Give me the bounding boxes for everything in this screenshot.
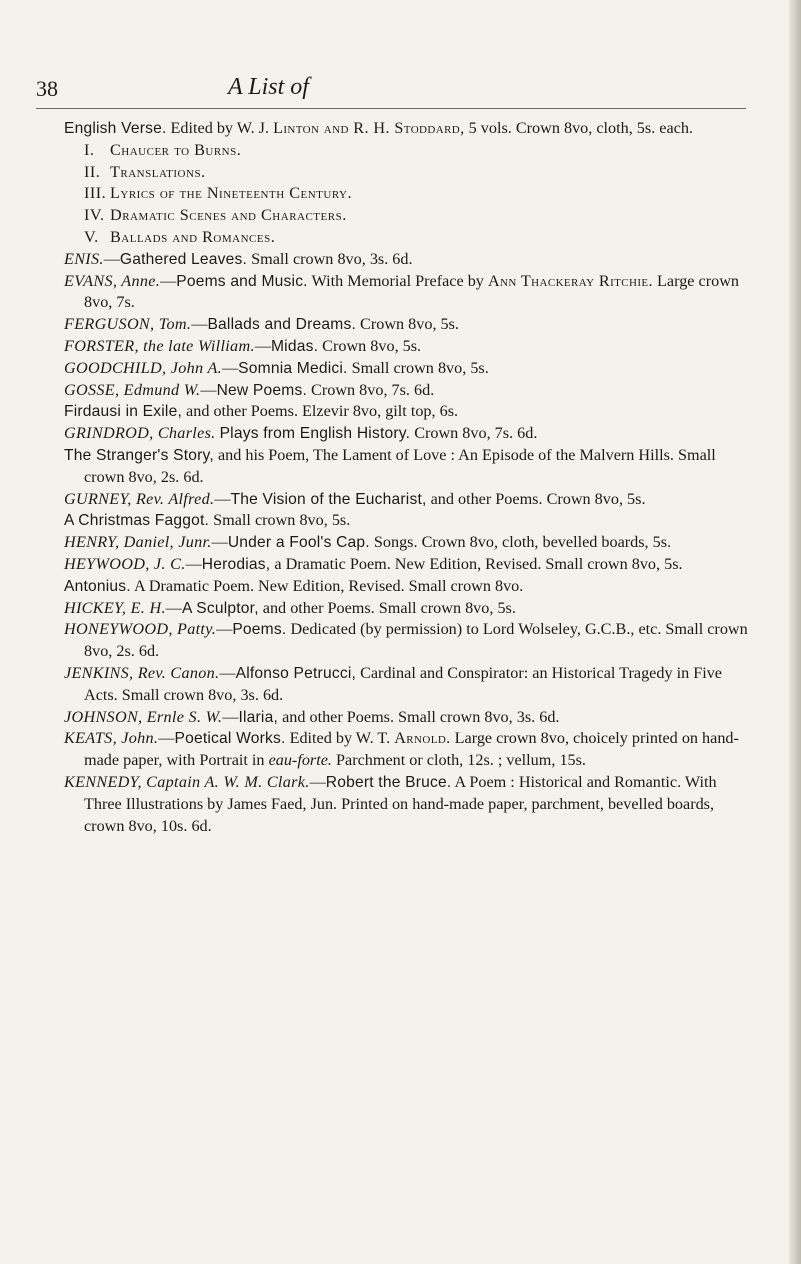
entry-details: Edited by W. T.: [289, 729, 395, 748]
entry-work: Gathered Leaves.: [119, 250, 248, 268]
entry-details: Crown 8vo, 7s. 6d.: [311, 380, 435, 399]
entry-work: Plays from English History.: [219, 425, 411, 443]
entry-details-end: Parchment or cloth, 12s. ; vellum, 15s.: [331, 751, 586, 770]
catalogue-entry: [64, 445, 748, 489]
entry-work: Alfonso Petrucci,: [235, 664, 357, 682]
entry-author: JOHNSON, Ernle S. W.: [64, 707, 223, 726]
volume-number: IV.: [84, 206, 105, 225]
catalogue-entry: GOSSE, Edmund W.—New Poems. Crown 8vo, 7s. 6d.: [64, 380, 435, 399]
entry-details: a Dramatic Poem. New Edition, Revised. Small crown 8vo, 5s.: [274, 554, 683, 573]
running-title: A List of: [228, 74, 309, 100]
volume-item: [84, 205, 748, 227]
entry-work: English Verse.: [64, 120, 167, 137]
entry-work: Midas.: [270, 337, 319, 355]
entry-author: HICKEY, E. H.: [64, 598, 166, 617]
catalogue-entry: FORSTER, the late William.—Midas. Crown 8vo, 5s.: [64, 336, 422, 355]
entry-work: Herodias,: [201, 555, 271, 573]
entry-work: Somnia Medici.: [238, 359, 348, 377]
catalogue-entry: [64, 401, 748, 423]
entry-author: FERGUSON, Tom.: [64, 315, 192, 334]
volume-list: [64, 140, 748, 249]
entry-work: Poems.: [232, 621, 287, 639]
catalogue-entry: HENRY, Daniel, Junr.—Under a Fool's Cap. Songs. Crown 8vo, cloth, bevelled boards, 5s.: [64, 533, 672, 552]
entry-author: JENKINS, Rev. Canon.: [64, 663, 220, 682]
entry-work: Poems and Music.: [176, 272, 308, 290]
entry-work: Ballads and Dreams.: [207, 316, 356, 334]
entry-author: ENIS.: [64, 249, 104, 268]
entry-author: GRINDROD, Charles.: [64, 424, 216, 443]
entry-details: A Poem : Historical and Romantic. With Three Illustrations by James Faed, Jun. Printed on hand-made paper, parchment, bevelled boards, crown 8vo, 10s. 6d.: [84, 772, 717, 835]
entry-details: and other Poems. Elzevir 8vo, gilt top, 6s.: [186, 402, 459, 421]
entry-author: EVANS, Anne.: [64, 271, 161, 290]
volume-number: III.: [84, 184, 107, 203]
volume-number: II.: [84, 162, 101, 181]
entry-details: Crown 8vo, 7s. 6d.: [414, 424, 538, 443]
entry-details: Dedicated (by permission) to Lord Wolseley, G.C.B., etc. Small crown 8vo, 2s. 6d.: [84, 620, 748, 661]
entry-details: and other Poems. Small crown 8vo, 5s.: [262, 598, 516, 617]
volume-number: I.: [84, 140, 95, 159]
entry-author: HONEYWOOD, Patty.: [64, 620, 217, 639]
catalogue-entry: [64, 510, 748, 532]
catalogue-entry: KENNEDY, Captain A. W. M. Clark.—Robert the Bruce. A Poem : Historical and Romantic. With Three Illustrations by James Faed, Jun. Printed on hand-made paper, parchment, bevelled boards, crown 8vo, 10s. 6d.: [64, 772, 717, 835]
catalogue-entry: EVANS, Anne.—Poems and Music. With Memorial Preface by Ann Thackeray Ritchie. Large crown 8vo, 7s.: [64, 271, 739, 312]
entry-details: and other Poems. Crown 8vo, 5s.: [430, 489, 646, 508]
entry-editors: Linton and R. H. Stoddard,: [273, 119, 465, 137]
catalogue-entry: JENKINS, Rev. Canon.—Alfonso Petrucci, Cardinal and Conspirator: an Historical Tragedy in Five Acts. Small crown 8vo, 3s. 6d.: [64, 663, 722, 704]
entry-details-continued: Large crown 8vo, 7s.: [84, 271, 739, 312]
catalogue-entry: GURNEY, Rev. Alfred.—The Vision of the Eucharist, and other Poems. Crown 8vo, 5s.: [64, 489, 646, 508]
catalogue-entry: [64, 118, 748, 140]
catalogue-entry: GOODCHILD, John A.—Somnia Medici. Small crown 8vo, 5s.: [64, 358, 489, 377]
catalogue-entry: KEATS, John.—Poetical Works. Edited by W. T. Arnold. Large crown 8vo, choicely printed on hand-made paper, with Portrait in eau-forte. Parchment or cloth, 12s. ; vellum, 15s.: [64, 729, 739, 770]
volume-item: [84, 140, 748, 162]
entry-details: Songs. Crown 8vo, cloth, bevelled boards, 5s.: [373, 533, 672, 552]
page-header: [36, 70, 746, 108]
catalogue-entries: [64, 118, 748, 837]
entry-details: and other Poems. Small crown 8vo, 3s. 6d.: [282, 707, 560, 726]
catalogue-entry: ENIS.—Gathered Leaves. Small crown 8vo, 3s. 6d.: [64, 249, 413, 268]
entry-details: Cardinal and Conspirator: an Historical Tragedy in Five Acts. Small crown 8vo, 3s. 6d.: [84, 663, 722, 704]
entry-author: GOSSE, Edmund W.: [64, 380, 201, 399]
entry-author: KENNEDY, Captain A. W. M. Clark.: [64, 772, 310, 791]
header-rule: [36, 108, 746, 109]
entry-author: KEATS, John.: [64, 729, 159, 748]
entry-work: New Poems.: [216, 381, 307, 399]
volume-item: [84, 227, 748, 249]
volume-title: Chaucer to Burns.: [110, 140, 242, 159]
entry-italic-term: eau-forte.: [268, 751, 332, 770]
volume-item: [84, 183, 748, 205]
entry-author: GURNEY, Rev. Alfred.: [64, 489, 215, 508]
entry-details: A Dramatic Poem. New Edition, Revised. Small crown 8vo.: [133, 576, 524, 595]
entry-details-continued: 5 vols. Crown 8vo, cloth, 5s. each.: [464, 119, 693, 137]
entry-details: Small crown 8vo, 5s.: [351, 358, 489, 377]
entry-work: The Stranger's Story,: [64, 446, 214, 464]
entry-work: Antonius.: [64, 577, 131, 595]
catalogue-entry: [64, 576, 748, 598]
entry-details: With Memorial Preface by: [311, 271, 488, 290]
entry-work: Robert the Bruce.: [325, 773, 452, 791]
entry-work: Firdausi in Exile,: [64, 403, 182, 421]
page-number: 38: [36, 76, 58, 101]
entry-work: Poetical Works.: [174, 730, 286, 748]
entry-work: Under a Fool's Cap.: [227, 534, 370, 552]
catalogue-entry: HONEYWOOD, Patty.—Poems. Dedicated (by permission) to Lord Wolseley, G.C.B., etc. Small crown 8vo, 2s. 6d.: [64, 620, 748, 661]
entry-work: A Christmas Faggot.: [64, 512, 210, 530]
entry-editor: Arnold.: [394, 729, 451, 748]
volume-title: Ballads and Romances.: [110, 227, 276, 246]
catalogue-entry: JOHNSON, Ernle S. W.—Ilaria, and other Poems. Small crown 8vo, 3s. 6d.: [64, 707, 560, 726]
entry-author: HENRY, Daniel, Junr.: [64, 533, 212, 552]
volume-number: V.: [84, 227, 99, 246]
entry-contributor: Ann Thackeray Ritchie.: [487, 271, 653, 290]
entry-details-continued: Large crown 8vo, choicely printed on hand-made paper, with Portrait in: [84, 729, 739, 770]
entry-details: Edited by W. J.: [170, 119, 274, 137]
entry-details: Small crown 8vo, 5s.: [213, 511, 351, 530]
volume-title: Lyrics of the Nineteenth Century.: [110, 184, 353, 203]
entry-details: and his Poem, The Lament of Love : An Episode of the Malvern Hills. Small crown 8vo, 2s. 6d.: [84, 445, 716, 486]
entry-work: The Vision of the Eucharist,: [230, 490, 427, 508]
volume-title: Translations.: [110, 162, 206, 181]
entry-work: A Sculptor,: [181, 599, 259, 617]
entry-author: FORSTER, the late William.: [64, 336, 255, 355]
entry-details: Small crown 8vo, 3s. 6d.: [251, 249, 413, 268]
entry-work: Ilaria,: [238, 708, 279, 726]
entry-author: HEYWOOD, J. C.: [64, 554, 186, 573]
catalogue-entry: HICKEY, E. H.—A Sculptor, and other Poems. Small crown 8vo, 5s.: [64, 598, 516, 617]
catalogue-entry: HEYWOOD, J. C.—Herodias, a Dramatic Poem. New Edition, Revised. Small crown 8vo, 5s.: [64, 554, 683, 573]
entry-details: Crown 8vo, 5s.: [322, 336, 422, 355]
volume-item: [84, 162, 748, 184]
catalogue-entry: FERGUSON, Tom.—Ballads and Dreams. Crown 8vo, 5s.: [64, 315, 459, 334]
entry-details: Crown 8vo, 5s.: [360, 315, 459, 334]
volume-title: Dramatic Scenes and Characters.: [110, 206, 347, 225]
page-edge-shadow: [789, 0, 801, 1264]
entry-author: GOODCHILD, John A.: [64, 358, 222, 377]
catalogue-entry: [64, 423, 748, 445]
